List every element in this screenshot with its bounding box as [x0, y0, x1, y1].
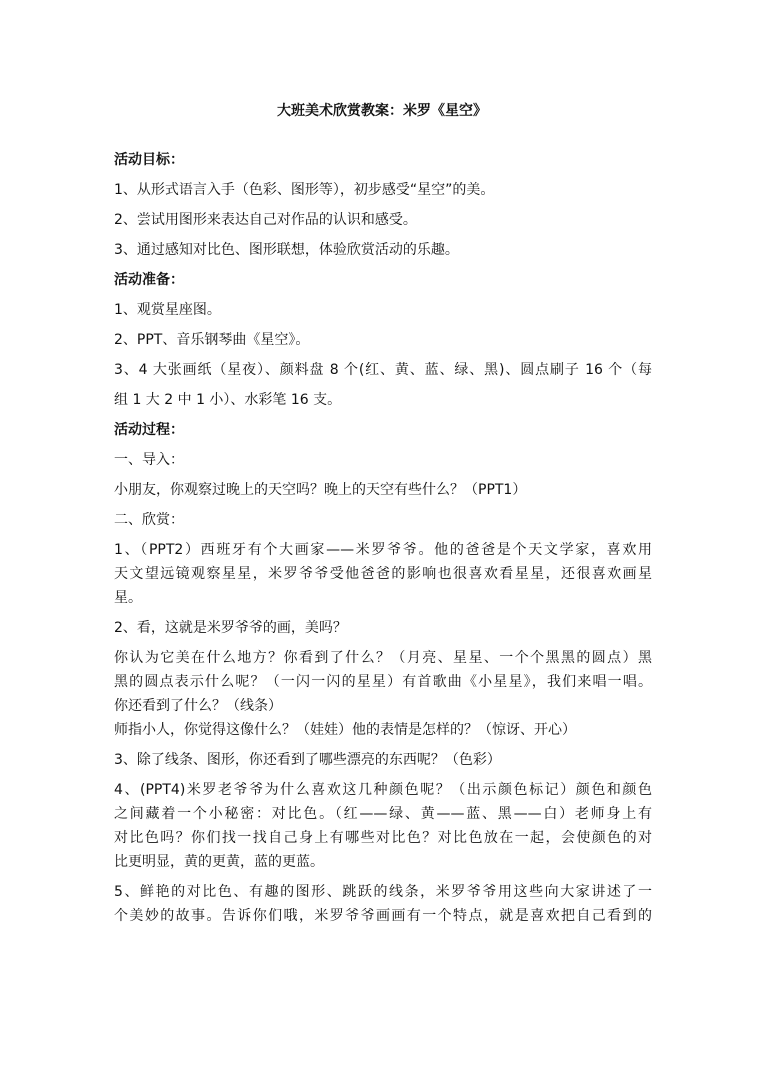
prep-item: 2、PPT、音乐钢琴曲《星空》。 [114, 332, 310, 348]
paragraph-line: 比更明显，黄的更黄，蓝的更蓝。 [114, 854, 324, 870]
paragraph-line: 1、（PPT2）西班牙有个大画家——米罗爷爷。他的爸爸是个天文学家，喜欢用 [114, 542, 652, 558]
paragraph-line: 3、除了线条、图形，你还看到了哪些漂亮的东西呢？（色彩） [114, 752, 501, 768]
section-heading-goals: 活动目标： [114, 152, 184, 168]
section-heading-prep: 活动准备： [114, 272, 184, 288]
paragraph-line: 对比色吗？你们找一找自己身上有哪些对比色？对比色放在一起，会使颜色的对 [114, 830, 652, 846]
intro-text: 小朋友，你观察过晚上的天空吗？晚上的天空有些什么？（PPT1） [114, 482, 527, 498]
paragraph-line: 星。 [114, 590, 142, 606]
paragraph-line: 天文望远镜观察星星，米罗爷爷受他爸爸的影响也很喜欢看星星，还很喜欢画星 [114, 566, 652, 582]
paragraph-title: 2、看，这就是米罗爷爷的画，美吗？ [114, 620, 347, 636]
paragraph-line: 个美妙的故事。告诉你们哦，米罗爷爷画画有一个特点，就是喜欢把自己看到的 [114, 908, 652, 924]
paragraph-line: 4、(PPT4)米罗老爷爷为什么喜欢这几种颜色呢？（出示颜色标记）颜色和颜色 [114, 782, 652, 798]
goal-item: 1、从形式语言入手（色彩、图形等），初步感受“星空”的美。 [114, 182, 495, 198]
paragraph-line: 之间藏着一个小秘密：对比色。（红——绿、黄——蓝、黑——白）老师身上有 [114, 806, 652, 822]
document-body [114, 150, 652, 930]
prep-item-line: 3、4 大张画纸（星夜）、颜料盘 8 个(红、黄、蓝、绿、黑)、圆点刷子 16 个（每 [114, 362, 652, 378]
appreciation-label: 二、欣赏： [114, 512, 184, 528]
goal-item: 3、通过感知对比色、图形联想，体验欣赏活动的乐趣。 [114, 242, 459, 258]
document-title: 大班美术欣赏教案：米罗《星空》 [277, 103, 487, 119]
goal-item: 2、尝试用图形来表达自己对作品的认识和感受。 [114, 212, 417, 228]
paragraph-line: 你认为它美在什么地方？你看到了什么？（月亮、星星、一个个黑黑的圆点）黑 [114, 650, 652, 666]
paragraph-line: 你还看到了什么？（线条） [114, 698, 282, 714]
paragraph-line: 5、鲜艳的对比色、有趣的图形、跳跃的线条，米罗爷爷用这些向大家讲述了一 [114, 884, 652, 900]
paragraph-line: 师指小人，你觉得这像什么？（娃娃）他的表情是怎样的？（惊讶、开心） [114, 722, 576, 738]
paragraph-line: 黑的圆点表示什么呢？（一闪一闪的星星）有首歌曲《小星星》，我们来唱一唱。 [114, 674, 652, 690]
prep-item-line: 组 1 大 2 中 1 小）、水彩笔 16 支。 [114, 392, 342, 408]
prep-item: 1、观赏星座图。 [114, 302, 221, 318]
section-heading-process: 活动过程： [114, 422, 184, 438]
intro-label: 一、导入： [114, 452, 184, 468]
